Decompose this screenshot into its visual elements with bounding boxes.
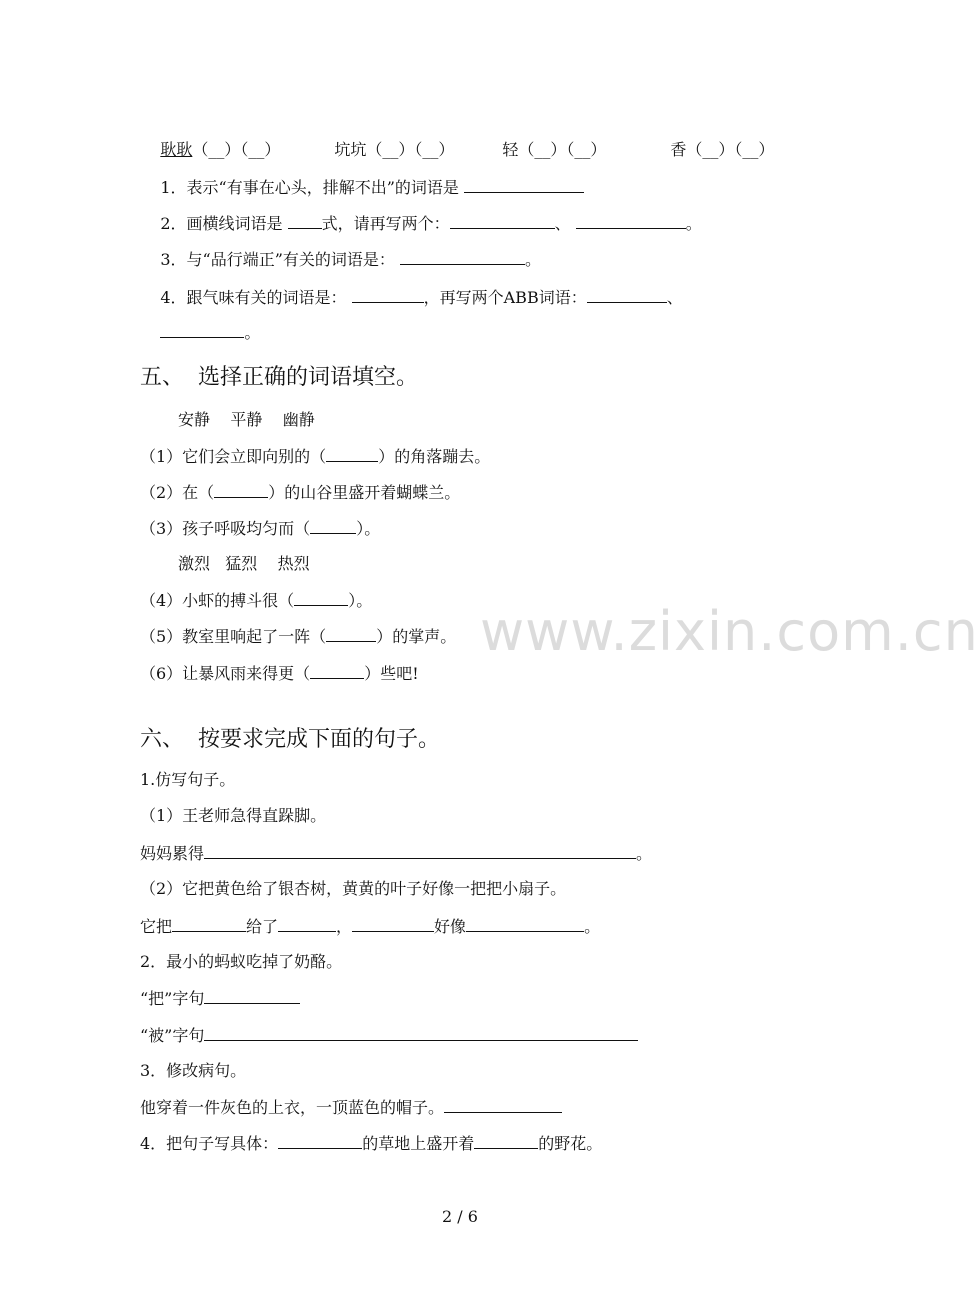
answer-blank[interactable] xyxy=(326,446,378,462)
sentence-4-b: ）。 xyxy=(348,591,373,610)
question-1-text: 1．表示“有事在心头，排解不出”的词语是 xyxy=(160,178,459,197)
sentence-1-b: ）的角落蹦去。 xyxy=(378,447,491,466)
imitate-1-end: 。 xyxy=(636,844,653,863)
question-2-sep: 、 xyxy=(554,214,571,233)
question-4-end: 。 xyxy=(244,323,261,342)
fill-sentence-6 xyxy=(140,663,419,684)
imitate-2-c: ， xyxy=(336,917,353,936)
sentence-2-b: ）的山谷里盛开着蝴蝶兰。 xyxy=(268,483,461,502)
question-4-text-b: ，再写两个ABB词语： xyxy=(423,288,587,307)
watermark: www.zixin.com.cn xyxy=(480,600,979,663)
answer-blank[interactable] xyxy=(352,916,434,932)
word-qing: 轻 xyxy=(502,140,519,159)
imitate-2-end: 。 xyxy=(584,917,601,936)
answer-blank[interactable] xyxy=(204,843,636,859)
part-2-heading: 2．最小的蚂蚁吃掉了奶酪。 xyxy=(140,952,343,971)
answer-blank[interactable] xyxy=(450,213,555,229)
example-sentence-2: （2）它把黄色给了银杏树，黄黄的叶子好像一把把小扇子。 xyxy=(140,879,567,898)
word-item-4 xyxy=(650,120,774,180)
part-4-c: 的野花。 xyxy=(538,1134,603,1153)
answer-blank[interactable] xyxy=(400,249,525,265)
question-3-text: 3．与“品行端正”有关的词语是： xyxy=(160,250,395,269)
answer-blank[interactable] xyxy=(294,590,348,606)
answer-blank[interactable] xyxy=(160,322,244,338)
word-geng-blanks: （__）（__） xyxy=(192,140,281,159)
answer-blank[interactable] xyxy=(204,1025,638,1041)
word-choices-1: 安静 平静 幽静 xyxy=(178,410,315,429)
imitate-sentence-2 xyxy=(140,916,600,937)
question-2-text-b: 式，请再写两个： xyxy=(321,214,450,233)
part-4-a: 4．把句子写具体： xyxy=(140,1134,279,1153)
imitate-2-d: 好像 xyxy=(434,917,467,936)
answer-blank[interactable] xyxy=(352,287,424,303)
answer-blank[interactable] xyxy=(474,1133,538,1149)
question-3-end: 。 xyxy=(524,250,541,269)
imitate-2-a: 它把 xyxy=(140,917,173,936)
question-2-text: 2．画横线词语是 xyxy=(160,214,283,233)
section-5-title: 五、 选择正确的词语填空。 xyxy=(140,365,418,390)
page-number: 2 / 6 xyxy=(442,1207,478,1226)
sentence-2-a: （2）在（ xyxy=(140,483,215,502)
answer-blank[interactable] xyxy=(444,1097,562,1113)
bei-sentence xyxy=(140,1025,638,1046)
question-4-text: 4．跟气味有关的词语是： xyxy=(160,288,347,307)
sentence-3-a: （3）孩子呼吸均匀而（ xyxy=(140,519,311,538)
word-keng: 坑坑 xyxy=(334,140,367,159)
ba-sentence xyxy=(140,988,300,1009)
faulty-sentence xyxy=(140,1097,562,1118)
part-4 xyxy=(140,1133,602,1154)
answer-blank[interactable] xyxy=(464,177,584,193)
fill-sentence-5 xyxy=(140,626,456,647)
fill-sentence-3 xyxy=(140,518,380,539)
part-3-heading: 3．修改病句。 xyxy=(140,1061,247,1080)
word-qing-blanks: （__）（__） xyxy=(518,140,607,159)
answer-blank[interactable] xyxy=(576,213,686,229)
answer-blank[interactable] xyxy=(310,663,364,679)
bei-label: “被”字句 xyxy=(140,1026,205,1045)
imitate-1-lead: 妈妈累得 xyxy=(140,844,205,863)
imitate-sentence-1 xyxy=(140,843,652,864)
word-xiang-blanks: （__）（__） xyxy=(686,140,775,159)
answer-blank[interactable] xyxy=(326,626,376,642)
faulty-sentence-text: 他穿着一件灰色的上衣，一顶蓝色的帽子。 xyxy=(140,1098,445,1117)
word-xiang: 香 xyxy=(670,140,687,159)
answer-blank[interactable] xyxy=(288,213,322,229)
fill-sentence-2 xyxy=(140,482,460,503)
question-4-cont xyxy=(140,302,260,363)
part-1-heading: 1.仿写句子。 xyxy=(140,770,236,789)
word-geng: 耿耿 xyxy=(160,140,193,159)
answer-blank[interactable] xyxy=(310,518,356,534)
fill-sentence-4 xyxy=(140,590,372,611)
sentence-6-b: ）些吧! xyxy=(364,664,419,683)
imitate-2-b: 给了 xyxy=(246,917,279,936)
sentence-1-a: （1）它们会立即向别的（ xyxy=(140,447,327,466)
question-2-end: 。 xyxy=(685,214,702,233)
sentence-5-a: （5）教室里响起了一阵（ xyxy=(140,627,327,646)
answer-blank[interactable] xyxy=(278,1133,362,1149)
answer-blank[interactable] xyxy=(278,916,336,932)
sentence-4-a: （4）小虾的搏斗很（ xyxy=(140,591,295,610)
sentence-6-a: （6）让暴风雨来得更（ xyxy=(140,664,311,683)
word-keng-blanks: （__）（__） xyxy=(366,140,455,159)
answer-blank[interactable] xyxy=(587,287,667,303)
question-4-sep: 、 xyxy=(666,288,683,307)
fill-sentence-1 xyxy=(140,446,490,467)
part-4-b: 的草地上盛开着 xyxy=(362,1134,475,1153)
example-sentence-1: （1）王老师急得直跺脚。 xyxy=(140,806,327,825)
sentence-3-b: ）。 xyxy=(356,519,381,538)
word-choices-2: 激烈 猛烈 热烈 xyxy=(178,554,310,573)
ba-label: “把”字句 xyxy=(140,989,205,1008)
answer-blank[interactable] xyxy=(466,916,584,932)
answer-blank[interactable] xyxy=(172,916,246,932)
answer-blank[interactable] xyxy=(214,482,268,498)
sentence-5-b: ）的掌声。 xyxy=(376,627,457,646)
answer-blank[interactable] xyxy=(204,988,300,1004)
section-6-title: 六、 按要求完成下面的句子。 xyxy=(140,727,440,752)
